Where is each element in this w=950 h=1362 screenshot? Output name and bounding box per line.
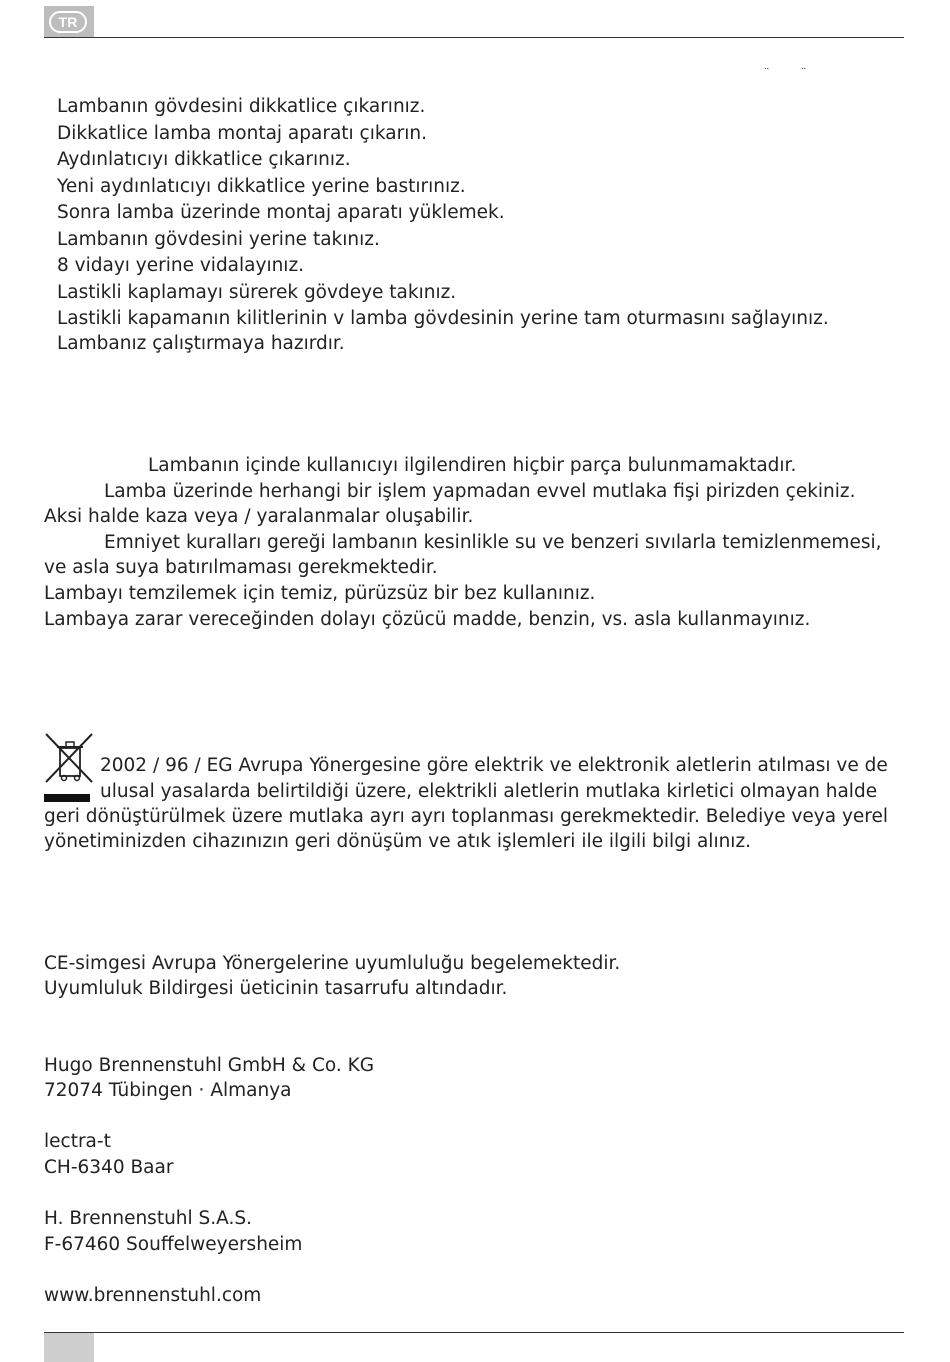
maintenance-line: Emniyet kuralları gereği lambanın kesinlikle su ve benzeri sıvılarla temizlenmemesi, xyxy=(104,532,882,553)
website-link[interactable]: www.brennenstuhl.com xyxy=(44,1285,262,1306)
maintenance-line: ve asla suya batırılmaması gerekmektedir. xyxy=(44,557,438,578)
step-line: Lastikli kapamanın kilitlerinin v lamba gövdesinin yerine tam oturmasını sağlayınız. xyxy=(57,308,829,329)
step-line: Lambanın gövdesini yerine takınız. xyxy=(57,229,380,250)
page-number-tab xyxy=(44,1333,94,1362)
maintenance-line: Lamba üzerinde herhangi bir işlem yapmadan evvel mutlaka fişi pirizden çekiniz. xyxy=(104,481,856,502)
company-name: Hugo Brennenstuhl GmbH & Co. KG xyxy=(44,1055,375,1076)
company-city: 72074 Tübingen · Almanya xyxy=(44,1080,292,1101)
step-line: Aydınlatıcıyı dikkatlice çıkarınız. xyxy=(57,149,351,170)
language-badge: TR xyxy=(49,11,87,33)
company-city: F-67460 Souffelweyersheim xyxy=(44,1234,303,1255)
step-line: Lambanız çalıştırmaya hazırdır. xyxy=(57,333,345,354)
company-city: CH-6340 Baar xyxy=(44,1157,174,1178)
company-name: lectra-t xyxy=(44,1131,111,1152)
disposal-line: ulusal yasalarda belirtildiği üzere, elektrikli aletlerin mutlaka kirletici olmayan halde xyxy=(100,781,878,802)
maintenance-line: Aksi halde kaza veya / yaralanmalar oluşabilir. xyxy=(44,506,474,527)
step-line: 8 vidayı yerine vidalayınız. xyxy=(57,255,305,276)
header-divider xyxy=(44,37,904,38)
step-line: Dikkatlice lamba montaj aparatı çıkarın. xyxy=(57,123,427,144)
maintenance-line: Lambanın içinde kullanıcıyı ilgilendiren hiçbir parça bulunmamaktadır. xyxy=(148,455,797,476)
maintenance-line: Lambayı temzilemek için temiz, pürüzsüz bir bez kullanınız. xyxy=(44,583,596,604)
footer-divider xyxy=(44,1332,904,1333)
conformity-line: CE-simgesi Avrupa Yönergelerine uyumluluğu begelemektedir. xyxy=(44,953,621,974)
conformity-line: Uyumluluk Bildirgesi üeticinin tasarrufu altındadır. xyxy=(44,978,508,999)
step-line: Lastikli kaplamayı sürerek gövdeye takınız. xyxy=(57,282,457,303)
language-tab xyxy=(44,6,94,38)
disposal-line: yönetiminizden cihazınızın geri dönüşüm ve atık işlemleri ile ilgili bilgi alınız. xyxy=(44,831,752,852)
disposal-line: 2002 / 96 / EG Avrupa Yönergesine göre elektrik ve elektronik aletlerin atılması ve de xyxy=(100,755,888,776)
step-line: Lambanın gövdesini dikkatlice çıkarınız. xyxy=(57,96,426,117)
step-line: Yeni aydınlatıcıyı dikkatlice yerine bastırınız. xyxy=(57,176,466,197)
maintenance-line: Lambaya zarar vereceğinden dolayı çözücü madde, benzin, vs. asla kullanmayınız. xyxy=(44,609,811,630)
step-line: Sonra lamba üzerinde montaj aparatı yüklemek. xyxy=(57,202,505,223)
disposal-line: geri dönüştürülmek üzere mutlaka ayrı ayrı toplanması gerekmektedir. Belediye veya yerel xyxy=(44,806,889,827)
stray-marks: ¨ ¨ xyxy=(764,66,821,79)
company-name: H. Brennenstuhl S.A.S. xyxy=(44,1208,252,1229)
weee-bin-icon xyxy=(44,732,94,804)
